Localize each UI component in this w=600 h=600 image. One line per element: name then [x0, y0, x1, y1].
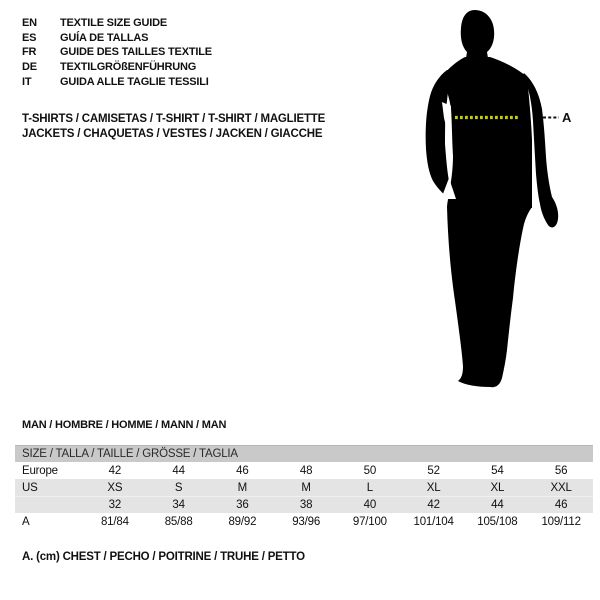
language-code: EN — [22, 17, 37, 30]
size-cell: 44 — [491, 499, 504, 511]
language-label: GUIDE DES TAILLES TEXTILE — [60, 46, 212, 59]
size-cell: 48 — [299, 464, 313, 477]
list-item — [22, 31, 212, 46]
size-cell: S — [174, 481, 183, 494]
category-list — [22, 112, 325, 143]
size-cell: 40 — [363, 499, 377, 511]
language-list — [22, 16, 212, 89]
row-label: A — [22, 516, 30, 528]
row-label: Europe — [22, 464, 58, 477]
language-label: GUIDA ALLE TAGLIE TESSILI — [60, 75, 209, 88]
silhouette-torso — [442, 57, 532, 208]
list-item — [22, 16, 212, 31]
silhouette-head — [461, 10, 494, 64]
size-cell: 38 — [299, 499, 313, 511]
measurement-figure — [405, 0, 585, 400]
size-cell: 54 — [491, 464, 504, 477]
measurement-caption: A. (cm) CHEST / PECHO / POITRINE / TRUHE / PETTO — [22, 551, 305, 563]
man-silhouette — [405, 0, 585, 400]
size-cell: 97/100 — [352, 516, 387, 528]
list-item — [22, 74, 212, 89]
category-tshirts: T-SHIRTS / CAMISETAS / T-SHIRT / T-SHIRT / MAGLIETTE — [22, 113, 326, 125]
table-row — [15, 462, 593, 479]
size-cell: 42 — [108, 464, 122, 477]
silhouette-legs — [447, 207, 532, 387]
row-label: US — [22, 481, 38, 494]
size-cell: M — [301, 481, 311, 494]
size-cell: XL — [426, 481, 441, 494]
language-code: DE — [22, 61, 37, 74]
language-label: TEXTILGRÖßENFÜHRUNG — [60, 61, 197, 74]
size-cell: 105/108 — [477, 516, 518, 528]
language-label: GUÍA DE TALLAS — [60, 31, 149, 44]
language-label: TEXTILE SIZE GUIDE — [60, 17, 168, 30]
size-cell: XS — [107, 481, 123, 494]
size-table — [15, 445, 593, 531]
size-cell: 93/96 — [292, 516, 321, 528]
size-cell: 85/88 — [164, 516, 193, 528]
size-cell: 44 — [172, 464, 185, 477]
size-cell: 81/84 — [100, 516, 129, 528]
size-cell: 34 — [172, 499, 185, 511]
table-row — [15, 513, 593, 531]
list-item — [22, 45, 212, 60]
size-cell: M — [237, 481, 248, 494]
table-row — [15, 479, 593, 496]
language-code: FR — [22, 46, 37, 59]
size-cell: XXL — [550, 481, 572, 494]
language-code: ES — [22, 31, 37, 44]
size-cell: 36 — [236, 499, 249, 511]
size-cell: 32 — [108, 499, 122, 511]
category-jackets: JACKETS / CHAQUETAS / VESTES / JACKEN / GIACCHE — [22, 128, 323, 141]
size-cell: 101/104 — [413, 516, 454, 528]
size-cell: 56 — [554, 464, 568, 477]
size-cell: 109/112 — [541, 516, 581, 528]
size-cell: 50 — [363, 464, 377, 477]
size-cell: 46 — [236, 464, 249, 477]
section-title: MAN / HOMBRE / HOMME / MANN / MAN — [22, 419, 227, 431]
size-cell: L — [366, 481, 373, 494]
size-cell: XL — [490, 481, 505, 494]
size-cell: 89/92 — [228, 516, 257, 528]
size-cell: 42 — [427, 499, 440, 511]
measure-label-a: A — [562, 110, 572, 125]
language-code: IT — [22, 75, 32, 88]
list-item — [22, 60, 212, 75]
table-row — [15, 496, 593, 513]
size-cell: 52 — [427, 464, 440, 477]
size-cell: 46 — [554, 499, 568, 511]
size-table-header: SIZE / TALLA / TAILLE / GRÖSSE / TAGLIA — [15, 445, 593, 462]
